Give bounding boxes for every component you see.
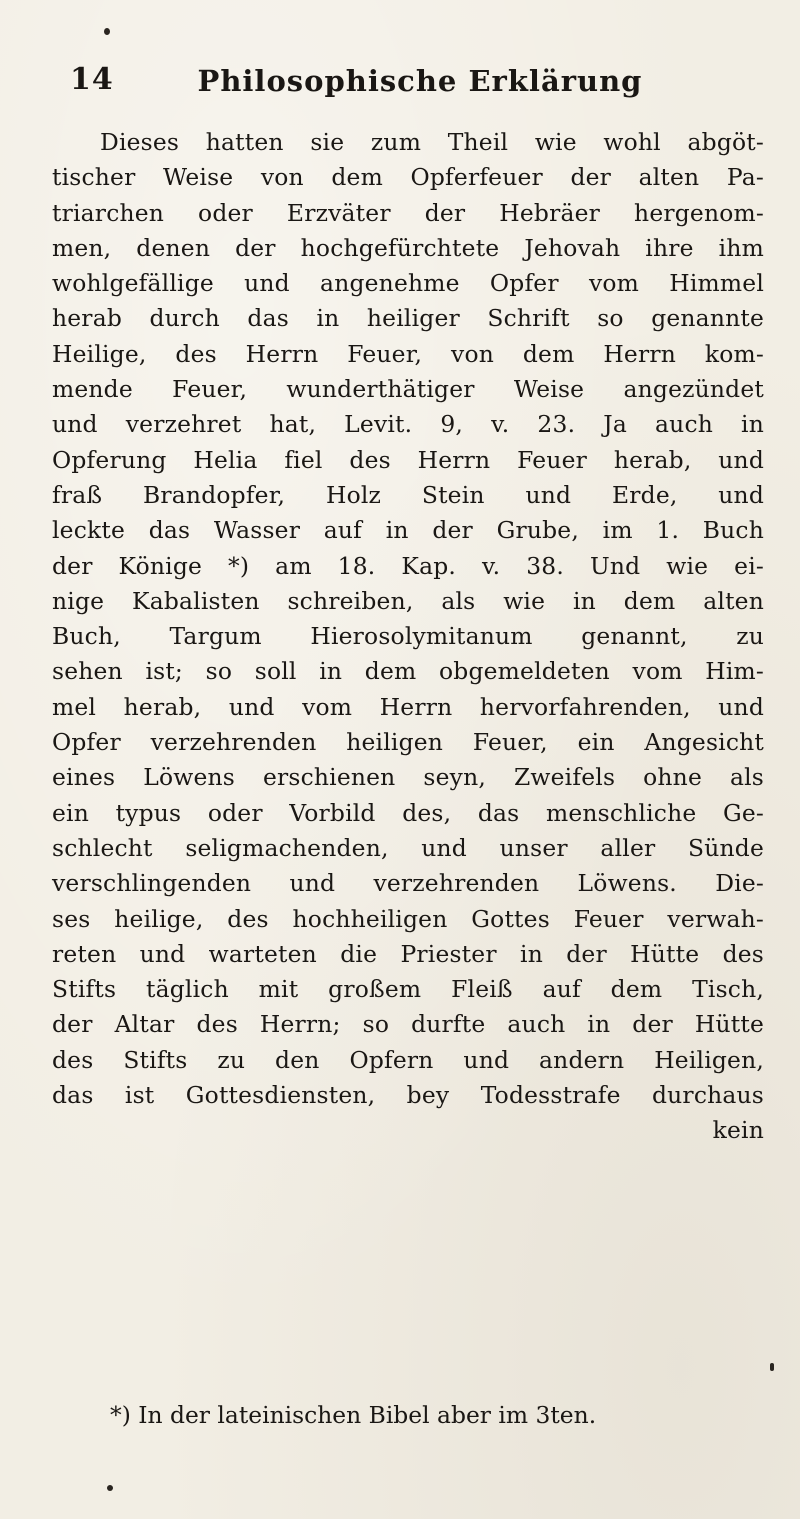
ink-speck bbox=[107, 1485, 113, 1491]
text-line: ein typus oder Vorbild des, das menschliche Ge- bbox=[52, 798, 764, 827]
text-line: mende Feuer, wunderthätiger Weise angezündet bbox=[52, 375, 764, 404]
text-line: eines Löwens erschienen seyn, Zweifels ohne als bbox=[52, 763, 764, 792]
text-line: das ist Gottesdiensten, bey Todesstrafe durchaus bbox=[52, 1081, 764, 1110]
text-line: tischer Weise von dem Opferfeuer der alten Pa- bbox=[52, 163, 764, 192]
text-line: Heilige, des Herrn Feuer, von dem Herrn kom- bbox=[52, 339, 764, 368]
text-line: men, denen der hochgefürchtete Jehovah ihre ihm bbox=[52, 233, 764, 262]
text-line: Buch, Targum Hierosolymitanum genannt, zu bbox=[52, 622, 764, 651]
text-line: verschlingenden und verzehrenden Löwens. Die- bbox=[52, 869, 764, 898]
ink-speck bbox=[104, 28, 110, 35]
footnote: *) In der lateinischen Bibel aber im 3ten. bbox=[110, 1401, 597, 1429]
text-line: des Stifts zu den Opfern und andern Heiligen, bbox=[52, 1045, 764, 1074]
page-header bbox=[70, 62, 770, 112]
text-line: ses heilige, des hochheiligen Gottes Feuer verwah- bbox=[52, 904, 764, 933]
text-line: triarchen oder Erzväter der Hebräer hergenom- bbox=[52, 198, 764, 227]
text-line: herab durch das in heiliger Schrift so genannte bbox=[52, 304, 764, 333]
text-line: und verzehret hat, Levit. 9, v. 23. Ja auch in bbox=[52, 410, 764, 439]
catchword: kein bbox=[712, 1116, 764, 1145]
text-line: der Könige *) am 18. Kap. v. 38. Und wie ei- bbox=[52, 551, 764, 580]
text-line: mel herab, und vom Herrn hervorfahrenden, und bbox=[52, 692, 764, 721]
running-head: Philosophische Erklärung bbox=[197, 64, 643, 98]
text-line: reten und warteten die Priester in der Hütte des bbox=[52, 939, 764, 968]
text-line: sehen ist; so soll in dem obgemeldeten vom Him- bbox=[52, 657, 764, 686]
text-line: Opferung Helia fiel des Herrn Feuer herab, und bbox=[52, 445, 764, 474]
text-line: schlecht seligmachenden, und unser aller Sünde bbox=[52, 833, 764, 862]
text-line: nige Kabalisten schreiben, als wie in dem alten bbox=[52, 586, 764, 615]
body-text bbox=[52, 125, 764, 1149]
page-number: 14 bbox=[70, 62, 114, 97]
ink-speck bbox=[770, 1363, 774, 1371]
text-line: leckte das Wasser auf in der Grube, im 1. Buch bbox=[52, 516, 764, 545]
text-line: Opfer verzehrenden heiligen Feuer, ein Angesicht bbox=[52, 728, 764, 757]
text-line: der Altar des Herrn; so durfte auch in der Hütte bbox=[52, 1010, 764, 1039]
text-line: Dieses hatten sie zum Theil wie wohl abgöt- bbox=[100, 128, 764, 156]
text-line: Stifts täglich mit großem Fleiß auf dem Tisch, bbox=[52, 975, 764, 1004]
text-line: fraß Brandopfer, Holz Stein und Erde, und bbox=[52, 480, 764, 509]
text-line: wohlgefällige und angenehme Opfer vom Himmel bbox=[52, 269, 764, 298]
